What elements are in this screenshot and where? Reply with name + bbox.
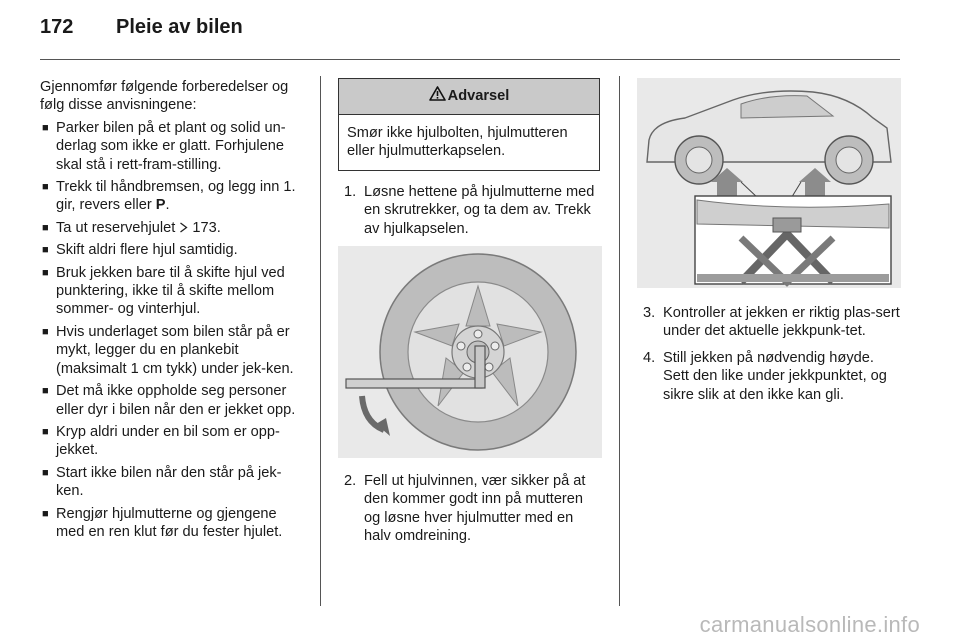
page-number: 172 — [40, 16, 74, 38]
column-divider-right — [619, 76, 620, 606]
column-wheel-removal — [338, 78, 602, 546]
warning-triangle-icon — [429, 86, 446, 106]
list-item: ■ Rengjør hjulmutterne og gjengene med en ren klut før du fester hjulet. — [40, 505, 306, 542]
warning-header — [339, 79, 599, 115]
step-item: 4. Still jekken på nødvendig høyde. Sett den like under jekkpunktet, og sikre slik at den ikke kan gli. — [643, 349, 887, 403]
column-instructions — [40, 78, 306, 545]
list-item: ■ Start ikke bilen når den står på jek-ken. — [40, 464, 306, 501]
page-reference-icon — [179, 220, 188, 236]
warning-box — [338, 78, 600, 171]
step-item: 2. Fell ut hjulvinnen, vær sikker på at den kommer godt inn på mutteren og løsne hver hjulmutter med en halv omdreining. — [344, 473, 586, 545]
list-item: ■ Det må ikke oppholde seg personer eller dyr i bilen når den er jekket opp. — [40, 382, 306, 419]
reverse-gear-letter: P — [155, 197, 166, 214]
column-divider-left — [320, 76, 321, 606]
list-item: ■ Bruk jekken bare til å skifte hjul ved punktering, ikke til å skifte mellom sommer- og vinterhjul. — [40, 264, 306, 319]
intro-text: Gjennomfør følgende forberedelser og følg disse anvisningene: — [40, 79, 289, 114]
list-item: ■ Ta ut reservehjulet 173. — [40, 219, 306, 237]
steps-list-part3 — [637, 304, 901, 404]
list-item: ■ Skift aldri flere hjul samtidig. — [40, 241, 306, 259]
header-divider — [40, 59, 900, 60]
list-item: ■ Parker bilen på et plant og solid un-derlag som ikke er glatt. Forhjulene skal stå i rett-fram-stilling. — [40, 119, 306, 174]
car-jack-illustration — [637, 78, 901, 288]
page-reference[interactable]: 173. — [192, 219, 221, 236]
watermark: carmanualsonline.info — [699, 612, 920, 637]
list-item: ■ Trekk til håndbremsen, og legg inn 1. gir, revers eller P. — [40, 178, 306, 215]
column-jack-placement — [637, 78, 901, 404]
warning-title: Advarsel — [447, 88, 510, 105]
step-item: 3. Kontroller at jekken er riktig plas-sert under det aktuelle jekkpunk-tet. — [643, 305, 900, 340]
wheel-wrench-illustration — [338, 246, 602, 458]
steps-list-part1 — [338, 183, 602, 238]
list-item: ■ Hvis underlaget som bilen står på er mykt, legger du en plankebit (maksimalt 1 cm tykk) under jek-ken. — [40, 323, 306, 378]
steps-list-part2 — [338, 472, 602, 546]
page-header — [40, 16, 243, 52]
warning-text: Smør ikke hjulbolten, hjulmutteren eller hjulmutterkapselen. — [347, 125, 568, 160]
preparation-list — [40, 119, 306, 542]
step-item: 1. Løsne hettene på hjulmutterne med en skrutrekker, og ta dem av. Trekk av hjulkapselen. — [344, 183, 595, 237]
page-title: Pleie av bilen — [116, 16, 243, 38]
list-item: ■ Kryp aldri under en bil som er opp-jekket. — [40, 423, 306, 460]
